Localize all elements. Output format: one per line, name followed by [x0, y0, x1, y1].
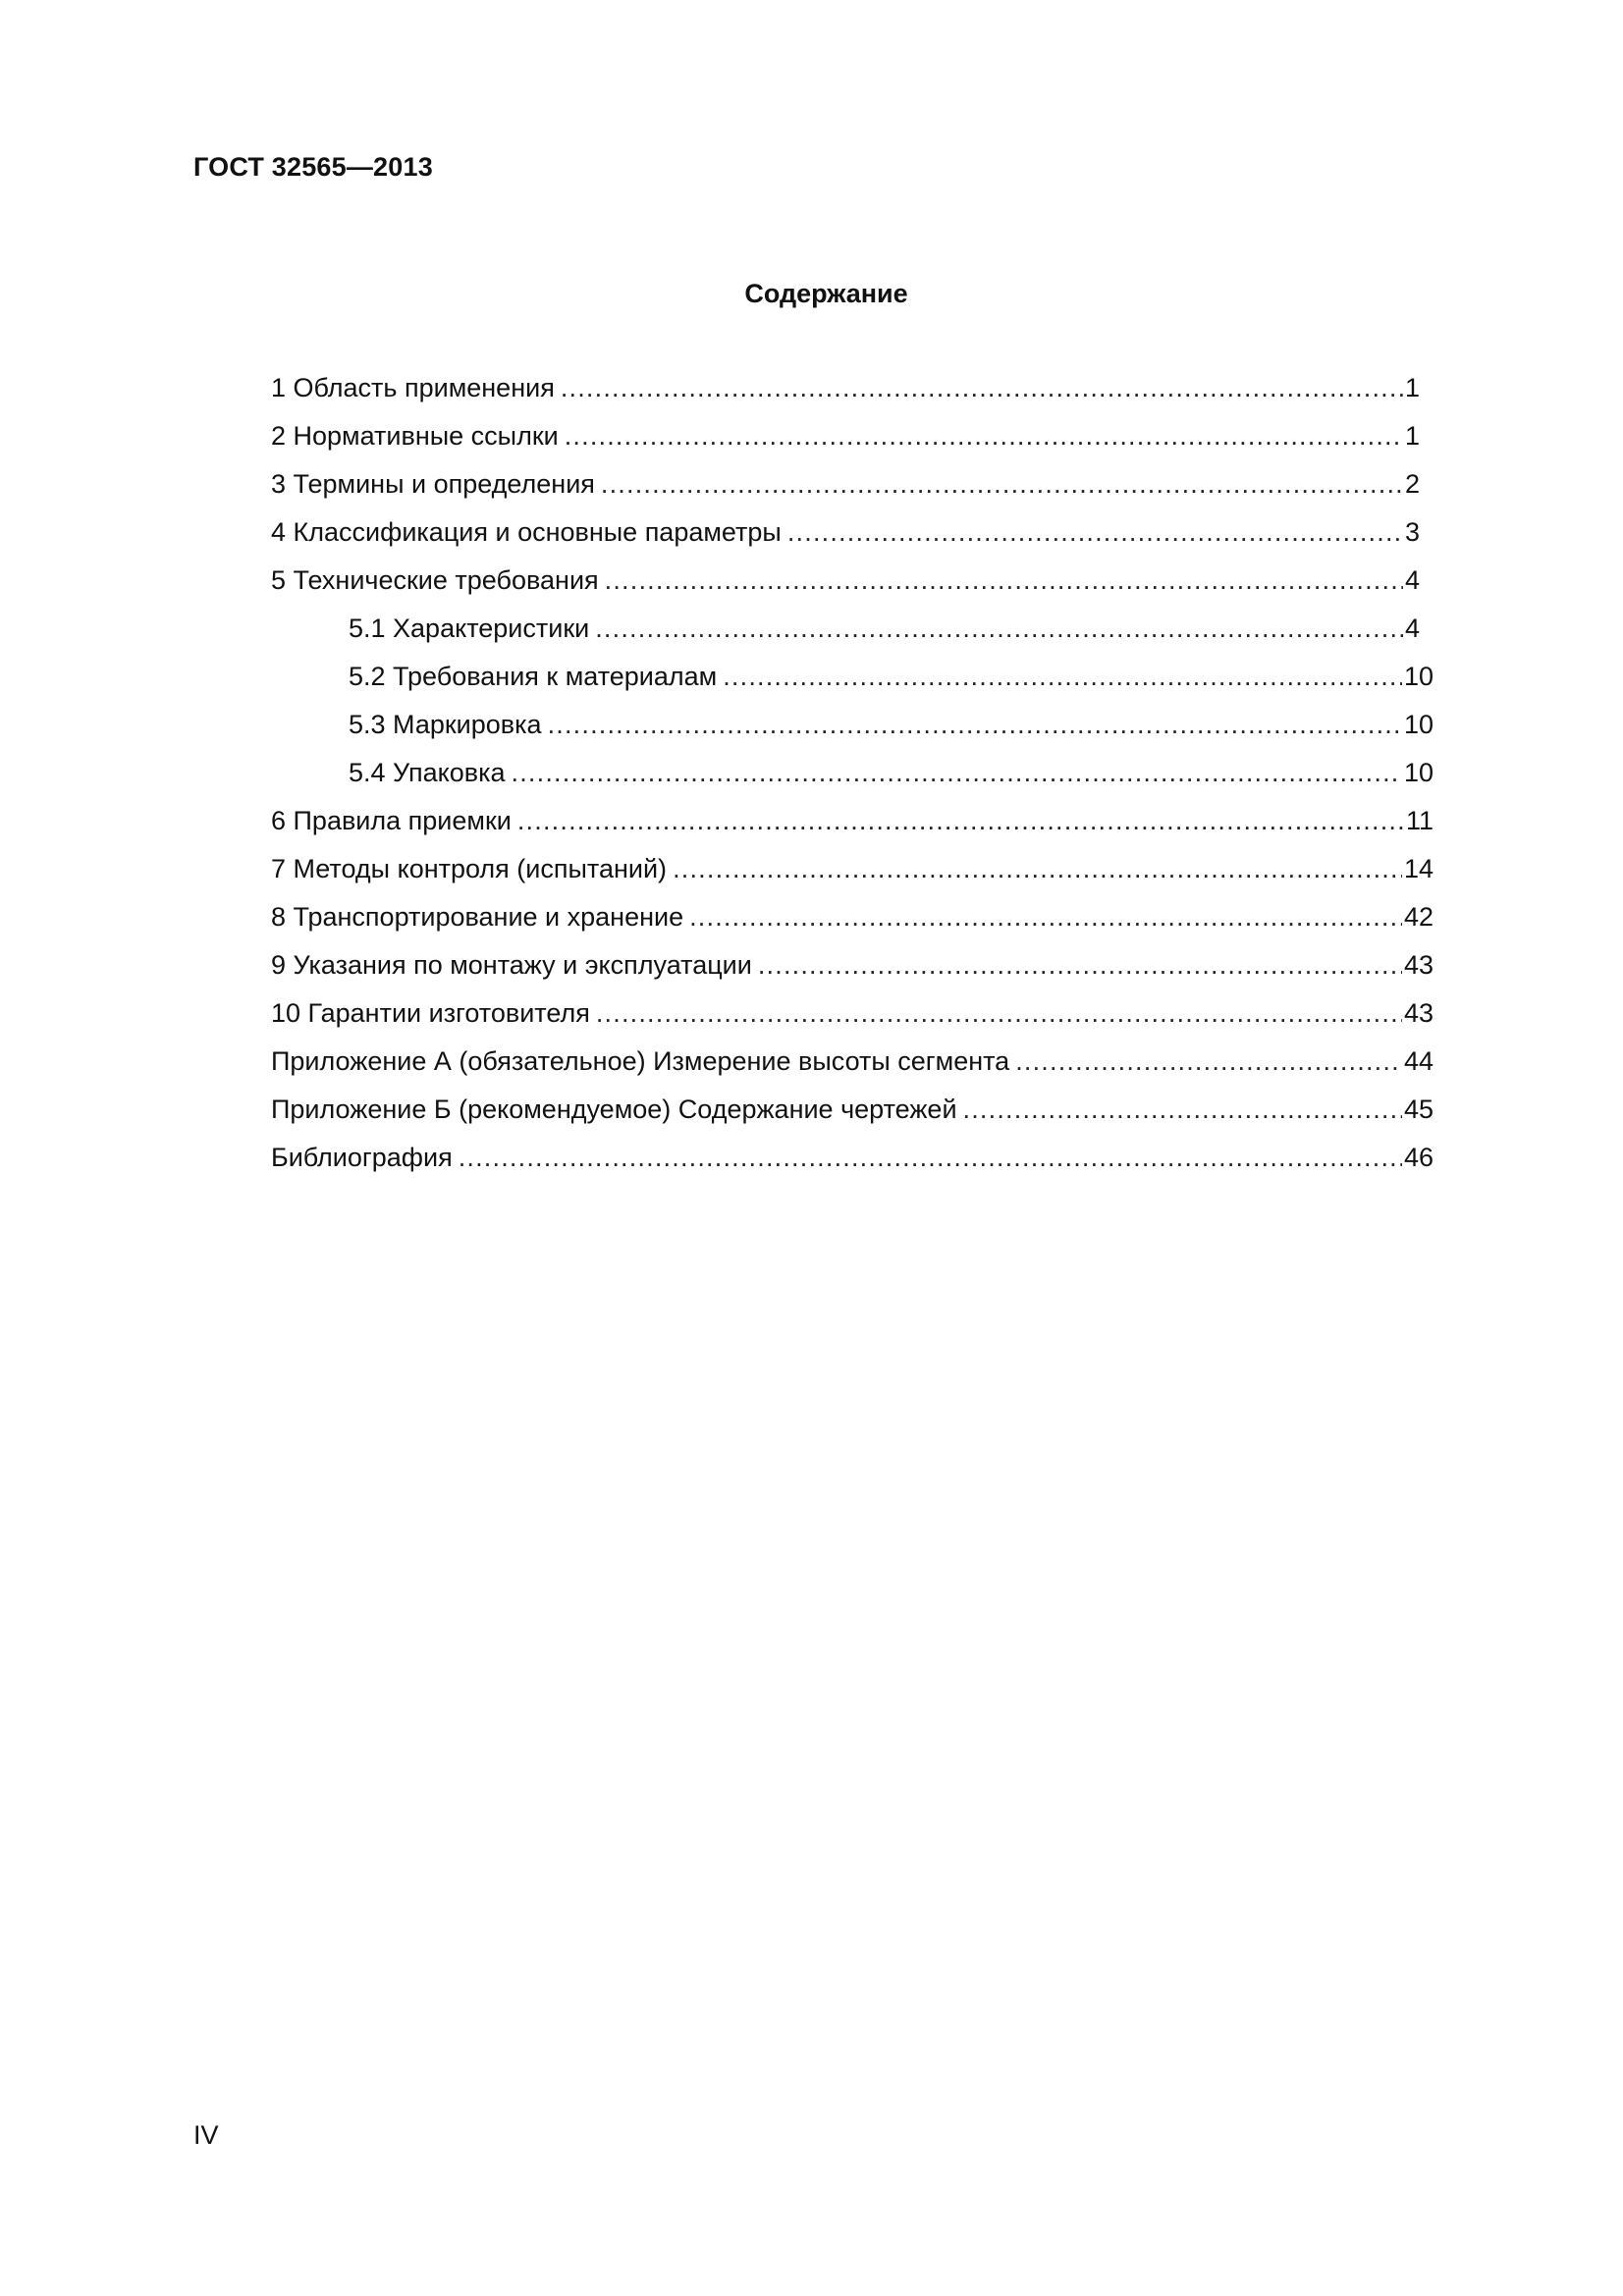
- toc-entry-label: 8 Транспортирование и хранение: [271, 902, 684, 932]
- toc-entry-page: 10: [1403, 758, 1434, 787]
- toc-entry-page: 45: [1403, 1095, 1434, 1124]
- toc-entry-page: 10: [1403, 710, 1434, 739]
- toc-entry-page: 46: [1403, 1143, 1434, 1172]
- toc-entry-page: 11: [1405, 806, 1434, 835]
- toc-entry-label: 6 Правила приемки: [271, 806, 512, 835]
- toc-leader-dots: [517, 806, 1404, 836]
- toc-entry-label: 9 Указания по монтажу и эксплуатации: [271, 950, 752, 980]
- toc-entry-page: 44: [1403, 1046, 1434, 1076]
- toc-entry-label: 3 Термины и определения: [271, 469, 595, 499]
- toc-entry-label: 5.2 Требования к материалам: [349, 662, 718, 691]
- toc-leader-dots: [601, 469, 1403, 500]
- table-of-contents: [271, 373, 1434, 1191]
- toc-entry-page: 2: [1404, 469, 1420, 499]
- toc-entry-label: 7 Методы контроля (испытаний): [271, 854, 668, 883]
- toc-entry-appendix-b[interactable]: [271, 1095, 1434, 1143]
- toc-entry-label: 1 Область применения: [271, 373, 555, 402]
- toc-leader-dots: [673, 854, 1402, 884]
- toc-leader-dots: [689, 902, 1402, 933]
- toc-entry-3[interactable]: [271, 469, 1434, 517]
- toc-entry-1[interactable]: [271, 373, 1434, 421]
- toc-entry-appendix-a[interactable]: [271, 1046, 1434, 1095]
- page-number: IV: [193, 2120, 219, 2150]
- toc-leader-dots: [512, 758, 1402, 788]
- toc-leader-dots: [787, 517, 1403, 548]
- toc-entry-5[interactable]: [271, 565, 1434, 614]
- toc-entry-6[interactable]: [271, 806, 1434, 854]
- toc-leader-dots: [1015, 1046, 1402, 1077]
- toc-entry-9[interactable]: [271, 950, 1434, 998]
- toc-leader-dots: [596, 998, 1402, 1029]
- toc-entry-page: 43: [1403, 998, 1434, 1028]
- toc-entry-label: 5.4 Упаковка: [349, 758, 506, 787]
- toc-entry-page: 4: [1404, 614, 1420, 643]
- toc-leader-dots: [565, 421, 1403, 452]
- toc-entry-page: 4: [1404, 565, 1420, 595]
- toc-entry-label: Библиография: [271, 1143, 453, 1172]
- toc-entry-label: Приложение А (обязательное) Измерение высоты сегмента: [271, 1046, 1010, 1076]
- toc-leader-dots: [723, 662, 1402, 692]
- toc-leader-dots: [595, 614, 1403, 644]
- toc-entry-label: 4 Классификация и основные параметры: [271, 517, 782, 547]
- toc-entry-5-2[interactable]: [271, 662, 1434, 710]
- toc-entry-label: 10 Гарантии изготовителя: [271, 998, 590, 1028]
- toc-leader-dots: [561, 373, 1403, 403]
- toc-entry-label: 5.3 Маркировка: [349, 710, 542, 739]
- toc-entry-8[interactable]: [271, 902, 1434, 950]
- toc-entry-label: Приложение Б (рекомендуемое) Содержание чертежей: [271, 1095, 957, 1124]
- toc-entry-label: 5.1 Характеристики: [349, 614, 590, 643]
- toc-entry-page: 1: [1404, 421, 1420, 451]
- toc-leader-dots: [963, 1095, 1402, 1125]
- toc-leader-dots: [605, 565, 1403, 596]
- toc-entry-7[interactable]: [271, 854, 1434, 902]
- toc-entry-page: 14: [1403, 854, 1434, 883]
- toc-entry-page: 1: [1404, 373, 1420, 402]
- toc-title: Содержание: [744, 279, 908, 308]
- toc-entry-4[interactable]: [271, 517, 1434, 565]
- toc-entry-page: 3: [1404, 517, 1420, 547]
- toc-leader-dots: [548, 710, 1402, 740]
- toc-entry-2[interactable]: [271, 421, 1434, 469]
- toc-leader-dots: [459, 1143, 1402, 1173]
- document-id: ГОСТ 32565—2013: [193, 152, 433, 182]
- toc-entry-label: 5 Технические требования: [271, 565, 599, 595]
- toc-entry-10[interactable]: [271, 998, 1434, 1046]
- toc-entry-label: 2 Нормативные ссылки: [271, 421, 559, 451]
- toc-entry-5-3[interactable]: [271, 710, 1434, 758]
- toc-entry-5-1[interactable]: [271, 614, 1434, 662]
- toc-entry-bibliography[interactable]: [271, 1143, 1434, 1191]
- toc-leader-dots: [758, 950, 1402, 981]
- toc-entry-page: 43: [1403, 950, 1434, 980]
- toc-entry-page: 42: [1403, 902, 1434, 932]
- toc-entry-page: 10: [1403, 662, 1434, 691]
- toc-entry-5-4[interactable]: [271, 758, 1434, 806]
